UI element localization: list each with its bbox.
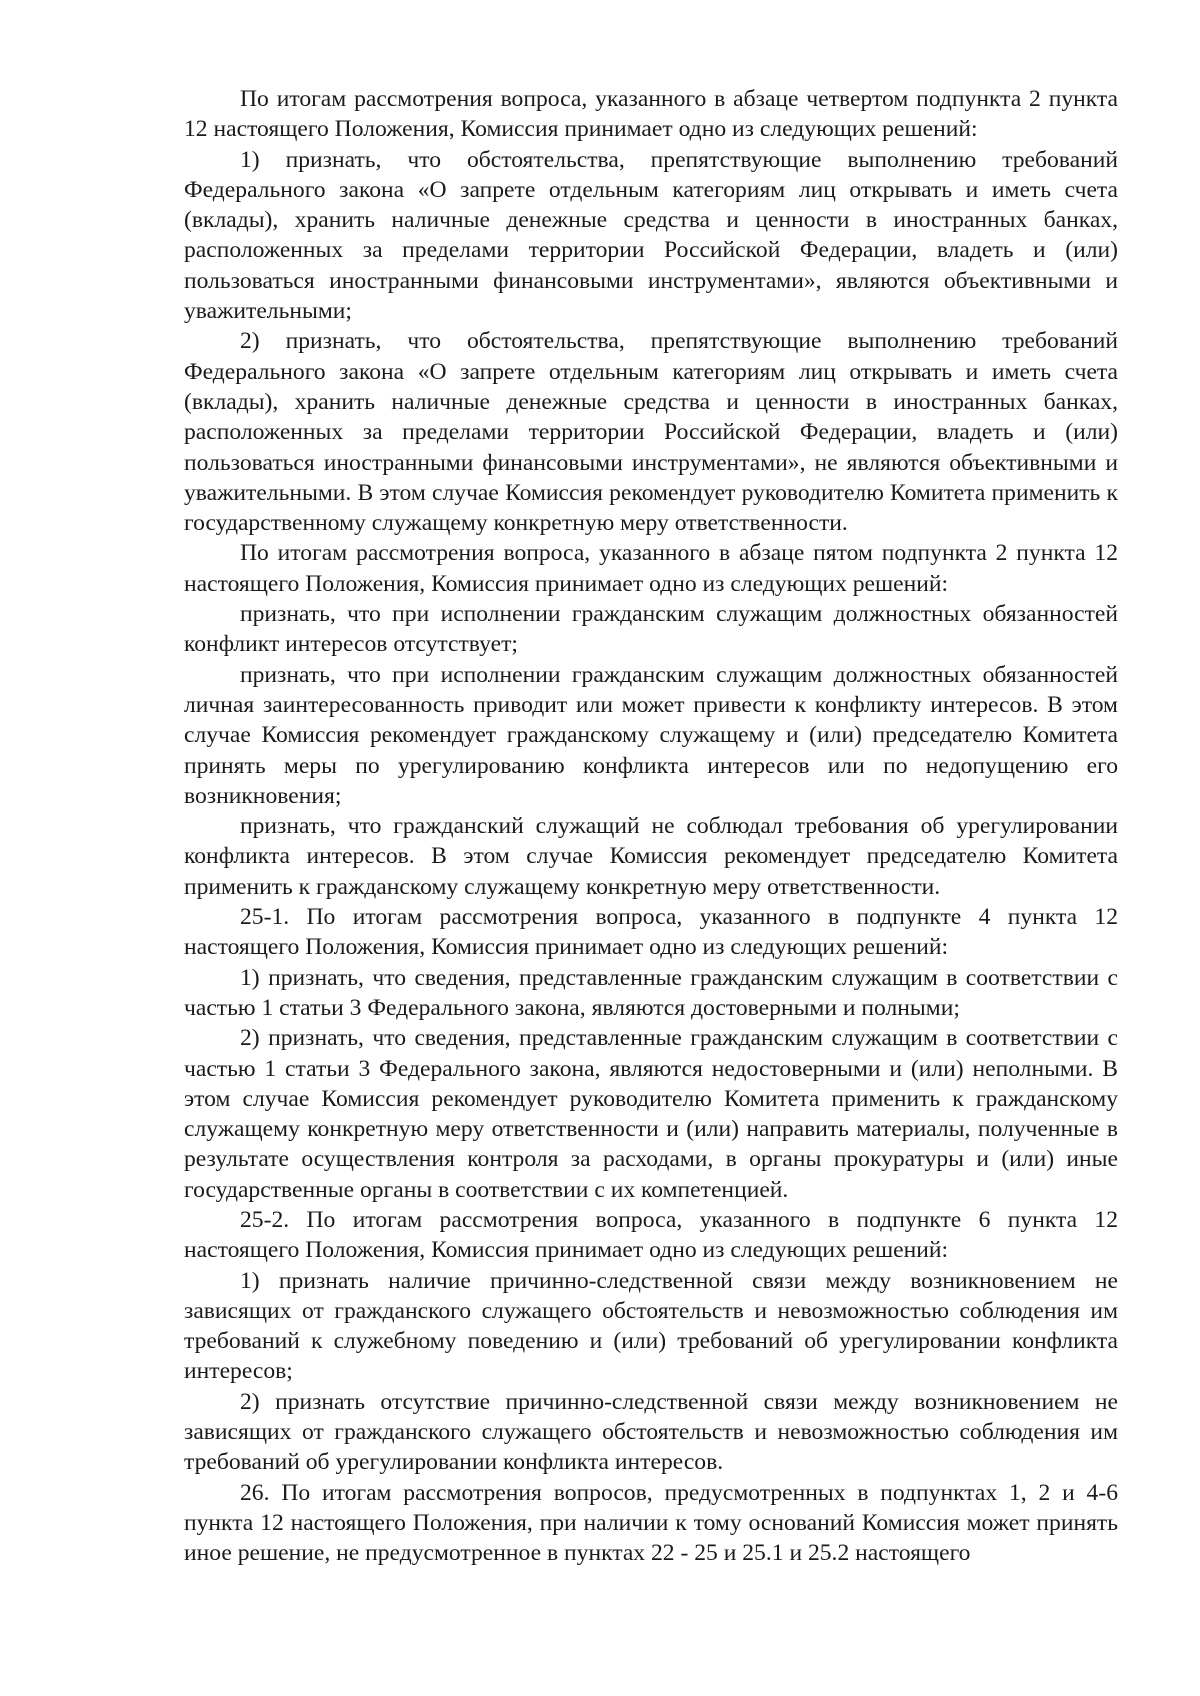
paragraph-25-1-reliable: 1) признать, что сведения, представленные гражданским служащим в соответствии с частью 1 статьи 3 Федерального закона, являются достоверными и полными; — [184, 964, 1118, 1021]
paragraph-26: 26. По итогам рассмотрения вопросов, предусмотренных в подпунктах 1, 2 и 4-6 пункта 12 настоящего Положения, при наличии к тому оснований Комиссия может принять иное решение, не предусмотренное в пунктах 22 - 25 и 25.1 и 25.2 настоящего — [184, 1479, 1118, 1567]
paragraph-no-conflict: признать, что при исполнении гражданским служащим должностных обязанностей конфликт интересов отсутствует; — [184, 601, 1118, 658]
paragraph-25-1-intro: 25-1. По итогам рассмотрения вопроса, указанного в подпункте 4 пункта 12 настоящего Положения, Комиссия принимает одно из следующих решений: — [184, 904, 1118, 961]
paragraph-not-complied: признать, что гражданский служащий не соблюдал требования об урегулировании конфликта интересов. В этом случае Комиссия рекомендует председателю Комитета применить к гражданскому служащему конкретную меру ответственности. — [184, 813, 1118, 900]
paragraph-decision-not-objective: 2) признать, что обстоятельства, препятствующие выполнению требований Федерального закона «О запрете отдельным категориям лиц открывать и иметь счета (вклады), хранить наличные денежные средства и ценности в иностранных банках, расположенных за пределами территории Российской Федерации, владеть и (или) пользоваться иностранными финансовыми инструментами», не являются объективными и уважительными. В этом случае Комиссия рекомендует руководителю Комитета применить к государственному служащему конкретную меру ответственности. — [184, 328, 1118, 537]
paragraph-decision-intro-4: По итогам рассмотрения вопроса, указанного в абзаце четвертом подпункта 2 пункта 12 настоящего Положения, Комиссия принимает одно из следующих решений: — [184, 86, 1118, 143]
paragraph-decision-objective: 1) признать, что обстоятельства, препятствующие выполнению требований Федерального закона «О запрете отдельным категориям лиц открывать и иметь счета (вклады), хранить наличные денежные средства и ценности в иностранных банках, расположенных за пределами территории Российской Федерации, владеть и (или) пользоваться иностранными финансовыми инструментами», являются объективными и уважительными; — [184, 146, 1118, 325]
paragraph-decision-intro-5: По итогам рассмотрения вопроса, указанного в абзаце пятом подпункта 2 пункта 12 настоящего Положения, Комиссия принимает одно из следующих решений: — [184, 540, 1118, 597]
paragraph-25-1-unreliable: 2) признать, что сведения, представленные гражданским служащим в соответствии с частью 1 статьи 3 Федерального закона, являются недостоверными и (или) неполными. В этом случае Комиссия рекомендует руководителю Комитета применить к гражданскому служащему конкретную меру ответственности и (или) направить материалы, полученные в результате осуществления контроля за расходами, в органы прокуратуры и (или) иные государственные органы в соответствии с их компетенцией. — [184, 1025, 1118, 1203]
paragraph-25-2-causal-link: 1) признать наличие причинно-следственной связи между возникновением не зависящих от гражданского служащего обстоятельств и невозможностью соблюдения им требований к служебному поведению и (или) требований об урегулировании конфликта интересов; — [184, 1267, 1118, 1385]
paragraph-25-2-no-causal-link: 2) признать отсутствие причинно-следственной связи между возникновением не зависящих от гражданского служащего обстоятельств и невозможностью соблюдения им требований об урегулировании конфликта интересов. — [184, 1388, 1118, 1476]
document-body — [184, 84, 1118, 1569]
paragraph-conflict-possible: признать, что при исполнении гражданским служащим должностных обязанностей личная заинтересованность приводит или может привести к конфликту интересов. В этом случае Комиссия рекомендует гражданскому служащему и (или) председателю Комитета принять меры по урегулированию конфликта интересов или по недопущению его возникновения; — [184, 661, 1118, 809]
paragraph-25-2-intro: 25-2. По итогам рассмотрения вопроса, указанного в подпункте 6 пункта 12 настоящего Положения, Комиссия принимает одно из следующих решений: — [184, 1206, 1118, 1264]
